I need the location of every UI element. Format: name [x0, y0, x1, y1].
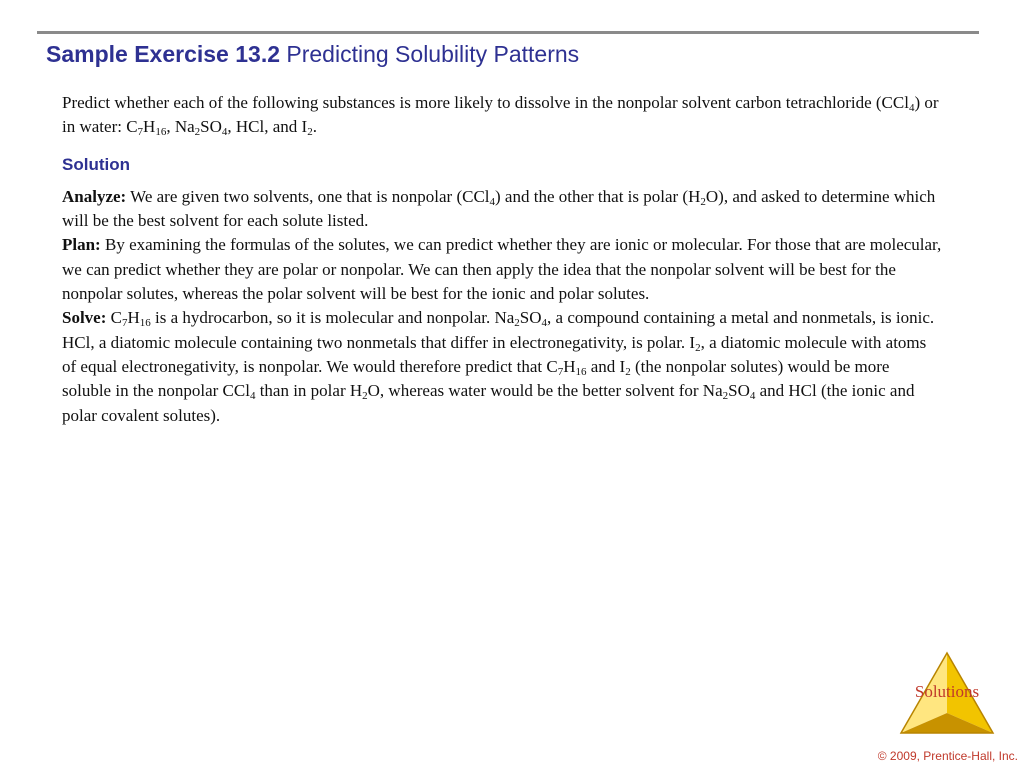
subscript: 2 — [362, 390, 368, 403]
text-run: O), and asked to determine which will be the best solvent for each solute listed. — [62, 186, 936, 231]
text-run: (the nonpolar solutes) would be more soluble in the nonpolar CCl — [62, 356, 890, 401]
text-run: ) and the other that is polar (H — [495, 186, 701, 206]
solution-heading: Solution — [62, 154, 130, 174]
problem-statement — [62, 91, 942, 140]
solve-paragraph — [62, 306, 942, 427]
solutions-link[interactable]: Solutions — [914, 682, 980, 701]
title-topic: Predicting Solubility Patterns — [286, 41, 580, 67]
text-run: and I — [586, 356, 626, 376]
page-title — [46, 41, 579, 68]
text-run: SO — [519, 308, 542, 328]
text-run: O, whereas water would be the better solvent for Na — [367, 381, 723, 401]
header-rule — [37, 31, 979, 34]
plan-label: Plan: — [62, 235, 101, 255]
text-run: . — [312, 117, 317, 137]
text-run: SO — [728, 381, 750, 401]
analyze-paragraph — [62, 185, 942, 234]
subscript: 2 — [695, 341, 701, 354]
text-run: , a diatomic molecule with atoms of equal electronegativity, is nonpolar. We would therefore predict that C — [62, 332, 927, 376]
subscript: 7 — [557, 365, 564, 378]
text-run: , a compound containing a metal and nonmetals, is ionic. HCl, a diatomic molecule containing two nonmetals that differ in electronegativity, is polar. I — [62, 308, 935, 352]
text-run: ) or in water: C — [62, 93, 939, 137]
subscript: 2 — [625, 365, 631, 378]
title-exercise-number: Sample Exercise 13.2 — [46, 41, 280, 67]
subscript: 16 — [575, 365, 587, 378]
analyze-label: Analyze: — [62, 186, 127, 206]
text-run: Predict whether each of the following substances is more likely to dissolve in the nonpolar solvent carbon tetrachloride (CCl — [62, 93, 909, 112]
subscript: 2 — [700, 195, 706, 208]
subscript: 7 — [137, 126, 144, 139]
subscript: 7 — [121, 317, 128, 330]
subscript: 4 — [249, 390, 256, 403]
subscript: 4 — [221, 126, 228, 139]
solve-label: Solve: — [62, 308, 107, 328]
text-run: By examining the formulas of the solutes, we can predict whether they are ionic or molecular. For those that are molecular, we can predict whether they are polar or nonpolar. We can then apply the idea that the nonpolar solvent will be best for the nonpolar solutes, whereas the polar solvent will be best for the ionic and polar solutes. — [62, 235, 942, 304]
copyright-notice: © 2009, Prentice-Hall, Inc. — [877, 749, 1018, 763]
text-run: is a hydrocarbon, so it is molecular and nonpolar. Na — [150, 308, 515, 328]
text-run: H — [127, 308, 140, 328]
text-run: C — [106, 308, 122, 328]
subscript: 16 — [155, 126, 167, 139]
text-run: SO — [200, 117, 222, 137]
subscript: 2 — [307, 126, 313, 139]
plan-paragraph — [62, 233, 942, 306]
text-run: and HCl (the ionic and polar covalent solutes). — [62, 381, 915, 425]
text-run: H — [143, 117, 156, 137]
text-run: than in polar H — [255, 381, 363, 401]
subscript: 4 — [489, 195, 496, 208]
text-run: , HCl, and I — [227, 117, 308, 137]
text-run: We are given two solvents, one that is nonpolar (CCl — [126, 186, 490, 206]
subscript: 2 — [722, 390, 729, 403]
subscript: 2 — [514, 317, 520, 330]
slide-content — [62, 91, 942, 428]
subscript: 4 — [541, 317, 548, 330]
text-run: , Na — [166, 117, 195, 137]
subscript: 2 — [194, 126, 201, 139]
subscript: 16 — [139, 317, 151, 330]
subscript: 4 — [749, 390, 756, 403]
subscript: 4 — [908, 102, 915, 114]
text-run: H — [563, 356, 576, 376]
